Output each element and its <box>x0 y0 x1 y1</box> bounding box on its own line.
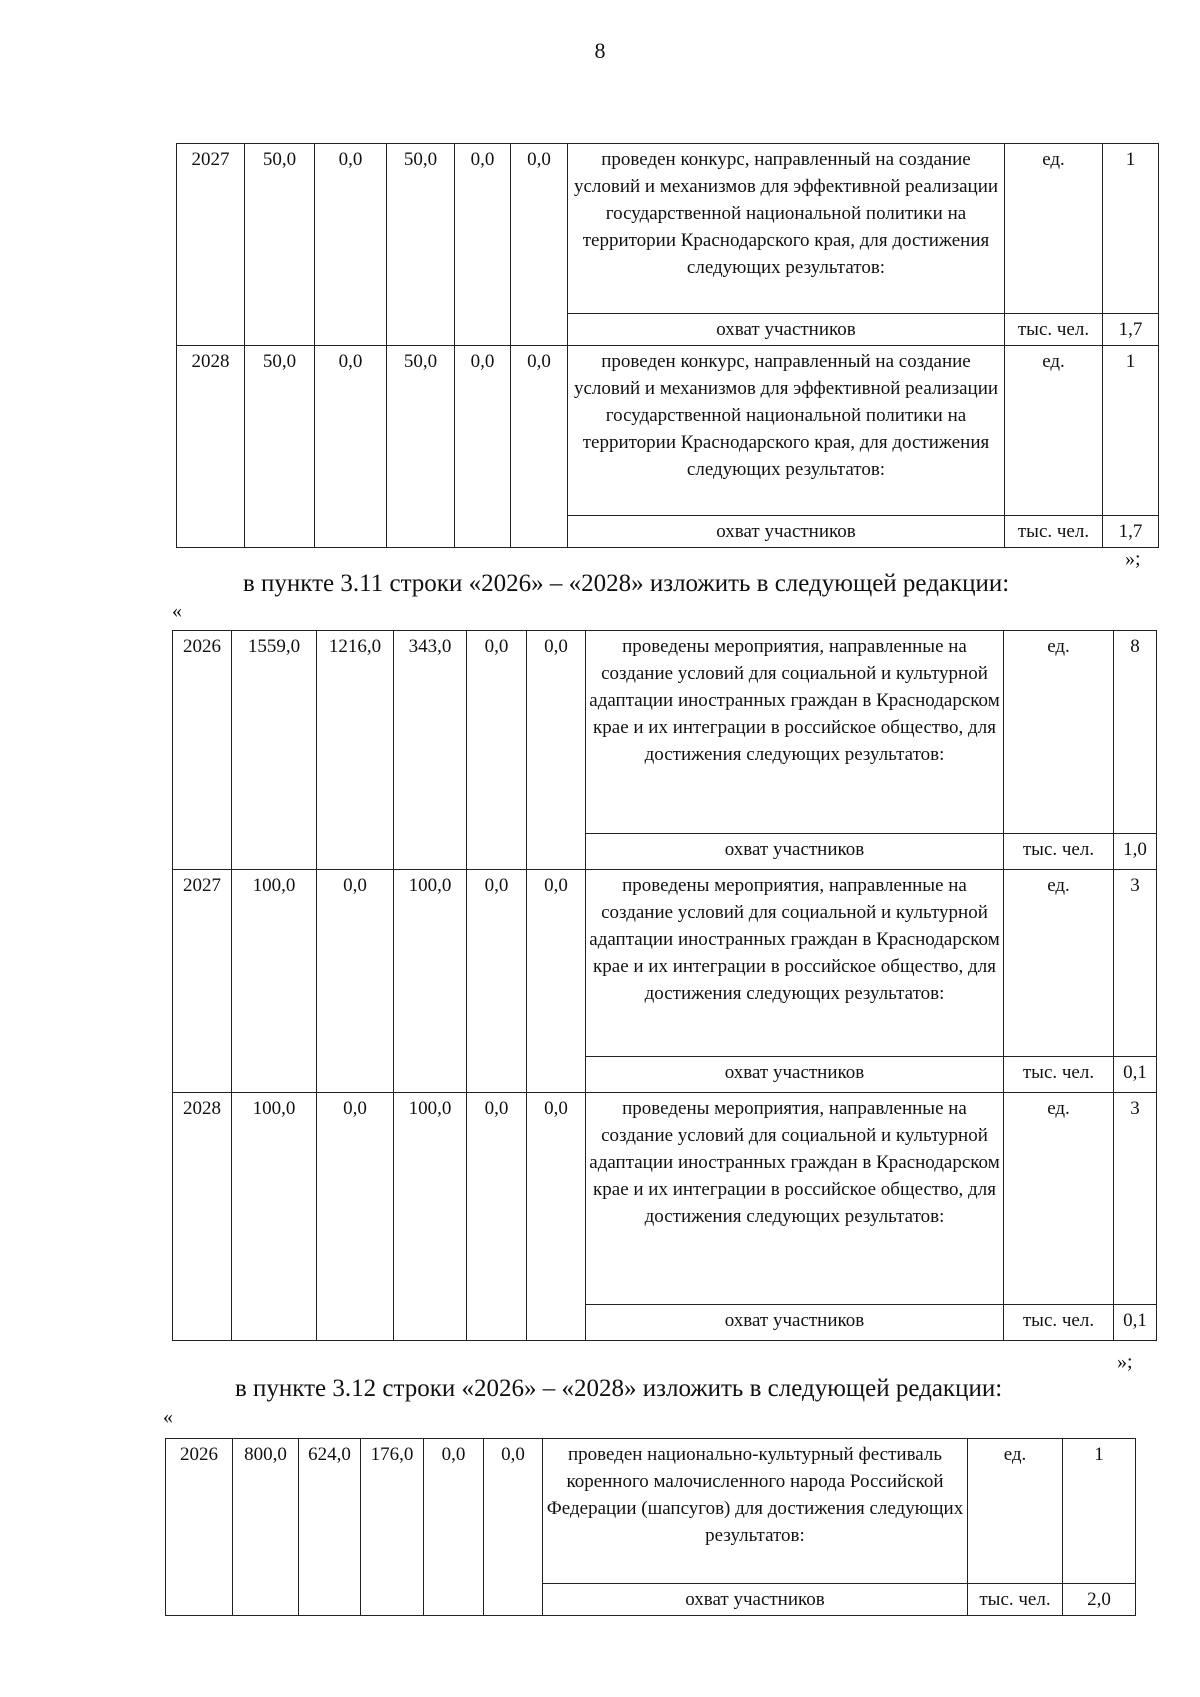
value-cell: 3 <box>1114 1093 1157 1305</box>
result-description: проведен конкурс, направленный на создание условий и механизмов для эффективной реализации государственной национальной политики на территории Краснодарского края, для достижения следующих результатов: <box>568 346 1005 516</box>
table-3-11-rows <box>172 630 1157 1341</box>
year-cell: 2028 <box>173 1093 232 1341</box>
amount-cell: 800,0 <box>233 1439 299 1616</box>
indicator-unit: тыс. чел. <box>1005 314 1103 346</box>
value-cell: 8 <box>1114 631 1157 834</box>
table-3-10-rows <box>176 143 1159 548</box>
indicator-unit: тыс. чел. <box>1005 516 1103 548</box>
indicator-value: 0,1 <box>1114 1057 1157 1093</box>
amount-cell: 100,0 <box>394 1093 467 1341</box>
amount-cell: 0,0 <box>467 1093 527 1341</box>
amount-cell: 343,0 <box>394 631 467 870</box>
amount-cell: 1216,0 <box>317 631 394 870</box>
closing-quote-mark: »; <box>1125 548 1141 570</box>
indicator-name: охват участников <box>586 834 1004 870</box>
indicator-value: 1,7 <box>1103 314 1159 346</box>
amount-cell: 50,0 <box>245 144 315 346</box>
amount-cell: 0,0 <box>527 1093 586 1341</box>
indicator-name: охват участников <box>543 1584 968 1616</box>
table-row <box>173 870 1157 1057</box>
indicator-name: охват участников <box>586 1305 1004 1341</box>
indicator-value: 2,0 <box>1063 1584 1136 1616</box>
amount-cell: 0,0 <box>455 144 511 346</box>
closing-quote-mark: »; <box>1117 1351 1133 1373</box>
amount-cell: 176,0 <box>361 1439 424 1616</box>
unit-cell: ед. <box>1004 870 1114 1057</box>
amount-cell: 0,0 <box>511 144 568 346</box>
amount-cell: 624,0 <box>299 1439 361 1616</box>
amount-cell: 100,0 <box>232 870 317 1093</box>
amount-cell: 0,0 <box>315 346 387 548</box>
indicator-value: 0,1 <box>1114 1305 1157 1341</box>
unit-cell: ед. <box>968 1439 1063 1584</box>
indicator-name: охват участников <box>568 314 1005 346</box>
table-row <box>177 346 1159 516</box>
amount-cell: 100,0 <box>394 870 467 1093</box>
result-description: проведены мероприятия, направленные на создание условий для социальной и культурной адаптации иностранных граждан в Краснодарском крае и их интеграции в российское общество, для достижения следующих результатов: <box>586 1093 1004 1305</box>
amount-cell: 0,0 <box>315 144 387 346</box>
result-description: проведены мероприятия, направленные на создание условий для социальной и культурной адаптации иностранных граждан в Краснодарском крае и их интеграции в российское общество, для достижения следующих результатов: <box>586 870 1004 1057</box>
value-cell: 3 <box>1114 870 1157 1057</box>
table-row <box>173 631 1157 834</box>
amount-cell: 0,0 <box>455 346 511 548</box>
unit-cell: ед. <box>1004 1093 1114 1305</box>
opening-quote-mark: « <box>163 1406 173 1428</box>
indicator-name: охват участников <box>586 1057 1004 1093</box>
value-cell: 1 <box>1103 144 1159 314</box>
unit-cell: ед. <box>1005 346 1103 516</box>
indicator-unit: тыс. чел. <box>1004 834 1114 870</box>
amount-cell: 50,0 <box>387 144 455 346</box>
value-cell: 1 <box>1103 346 1159 516</box>
amount-cell: 0,0 <box>484 1439 543 1616</box>
table-row <box>177 144 1159 314</box>
instruction-3-12: в пункте 3.12 строки «2026» – «2028» изложить в следующей редакции: <box>235 1375 1003 1402</box>
year-cell: 2026 <box>166 1439 233 1616</box>
result-description: проведены мероприятия, направленные на создание условий для социальной и культурной адаптации иностранных граждан в Краснодарском крае и их интеграции в российское общество, для достижения следующих результатов: <box>586 631 1004 834</box>
year-cell: 2027 <box>177 144 245 346</box>
amount-cell: 50,0 <box>245 346 315 548</box>
amount-cell: 0,0 <box>424 1439 484 1616</box>
amount-cell: 50,0 <box>387 346 455 548</box>
instruction-3-11: в пункте 3.11 строки «2026» – «2028» изложить в следующей редакции: <box>243 570 1010 597</box>
year-cell: 2028 <box>177 346 245 548</box>
amount-cell: 0,0 <box>467 870 527 1093</box>
year-cell: 2027 <box>173 870 232 1093</box>
opening-quote-mark: « <box>172 600 182 622</box>
table-3-12-rows <box>165 1438 1136 1616</box>
indicator-unit: тыс. чел. <box>968 1584 1063 1616</box>
table-row <box>173 1093 1157 1305</box>
amount-cell: 0,0 <box>467 631 527 870</box>
indicator-unit: тыс. чел. <box>1004 1305 1114 1341</box>
unit-cell: ед. <box>1004 631 1114 834</box>
amount-cell: 0,0 <box>527 631 586 870</box>
amount-cell: 0,0 <box>527 870 586 1093</box>
year-cell: 2026 <box>173 631 232 870</box>
amount-cell: 1559,0 <box>232 631 317 870</box>
value-cell: 1 <box>1063 1439 1136 1584</box>
amount-cell: 100,0 <box>232 1093 317 1341</box>
amount-cell: 0,0 <box>317 1093 394 1341</box>
page-number: 8 <box>594 38 606 63</box>
indicator-unit: тыс. чел. <box>1004 1057 1114 1093</box>
result-description: проведен национально-культурный фестиваль коренного малочисленного народа Российской Федерации (шапсугов) для достижения следующих результатов: <box>543 1439 968 1584</box>
amount-cell: 0,0 <box>317 870 394 1093</box>
result-description: проведен конкурс, направленный на создание условий и механизмов для эффективной реализации государственной национальной политики на территории Краснодарского края, для достижения следующих результатов: <box>568 144 1005 314</box>
amount-cell: 0,0 <box>511 346 568 548</box>
indicator-value: 1,0 <box>1114 834 1157 870</box>
indicator-name: охват участников <box>568 516 1005 548</box>
indicator-value: 1,7 <box>1103 516 1159 548</box>
table-row <box>166 1439 1136 1584</box>
unit-cell: ед. <box>1005 144 1103 314</box>
